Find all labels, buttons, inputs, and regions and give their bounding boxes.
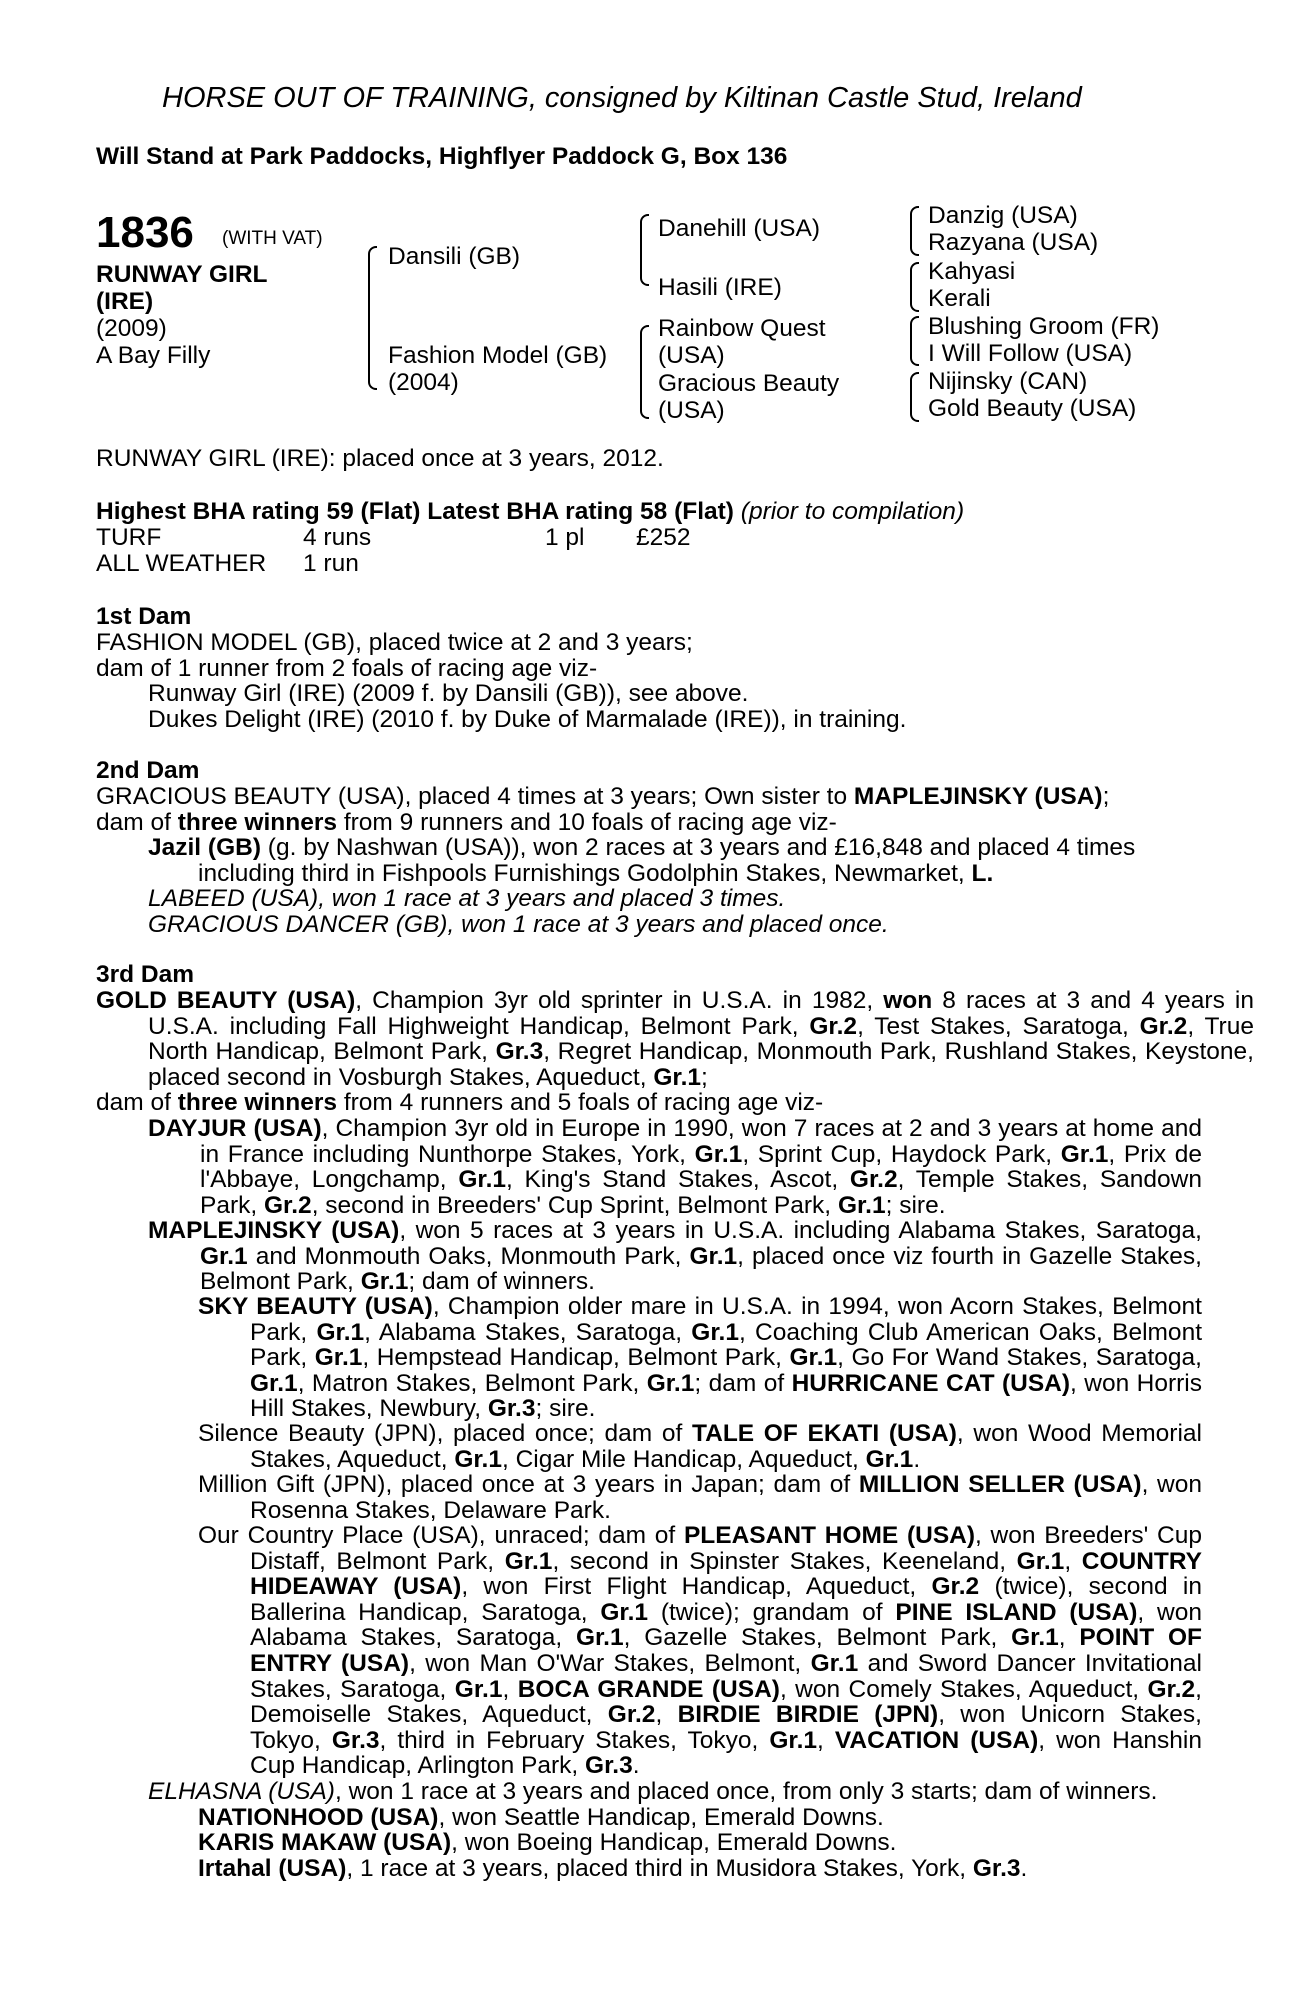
tale-of-ekati-name: TALE OF EKATI (USA) bbox=[691, 1420, 957, 1447]
first-dam-foal-1: Runway Girl (IRE) (2009 f. by Dansili (GB)), see above. bbox=[148, 680, 749, 707]
turf-prize-money: £252 bbox=[636, 524, 691, 551]
karis-makaw-text: , won Boeing Handicap, Emerald Downs. bbox=[451, 1829, 897, 1856]
horse-year: (2009) bbox=[96, 315, 167, 342]
sky-beauty-text-2: , Alabama Stakes, Saratoga, bbox=[364, 1318, 692, 1346]
grade-marker: Gr.1 bbox=[316, 1318, 365, 1346]
grade-marker: Gr.1 bbox=[810, 1649, 859, 1677]
million-gift-text-1: Million Gift (JPN), placed once at 3 years in Japan; dam of bbox=[198, 1471, 859, 1498]
pedigree-dam-sire: Rainbow Quest bbox=[658, 315, 826, 342]
elhasna-text: , won 1 race at 3 years and placed once, from only 3 starts; dam of winners. bbox=[334, 1778, 1158, 1805]
million-seller-name: MILLION SELLER (USA) bbox=[858, 1471, 1142, 1498]
grade-marker: Gr.1 bbox=[360, 1268, 409, 1296]
grade-marker: Gr.2 bbox=[264, 1191, 312, 1219]
second-dam-winners: three winners bbox=[177, 809, 338, 836]
second-dam-text: GRACIOUS BEAUTY (USA), placed 4 times at 3 years; Own sister to bbox=[96, 783, 854, 810]
race-summary: RUNWAY GIRL (IRE): placed once at 3 years, 2012. bbox=[96, 445, 664, 472]
sky-beauty-text-7: ; dam of bbox=[694, 1369, 792, 1397]
ocp-text-7: (twice); grandam of bbox=[648, 1598, 896, 1626]
grade-marker: Gr.2 bbox=[849, 1166, 898, 1194]
grade-marker: Gr.3 bbox=[495, 1038, 544, 1066]
ocp-text-14: , won Comely Stakes, Aqueduct, bbox=[779, 1675, 1148, 1703]
pedigree-gen3-6: I Will Follow (USA) bbox=[928, 340, 1133, 367]
ocp-text-9: , Gazelle Stakes, Belmont Park, bbox=[623, 1624, 1012, 1652]
pedigree-dam-year: (2004) bbox=[388, 369, 459, 396]
gold-beauty-text-3: , Test Stakes, Saratoga, bbox=[857, 1012, 1140, 1040]
pedigree-dam-sire-country: (USA) bbox=[658, 342, 725, 369]
horse-name: RUNWAY GIRL bbox=[96, 261, 268, 288]
maplejinsky-text-4: ; dam of winners. bbox=[408, 1268, 595, 1296]
maplejinsky-text-2: and Monmouth Oaks, Monmouth Park, bbox=[247, 1242, 690, 1270]
grade-marker: Gr.1 bbox=[200, 1242, 248, 1270]
birdie-birdie-name: BIRDIE BIRDIE (JPN) bbox=[677, 1701, 939, 1729]
ocp-text-3: , second in Spinster Stakes, Keeneland, bbox=[552, 1547, 1017, 1575]
ocp-text-4: , bbox=[1064, 1547, 1082, 1575]
grade-marker: Gr.1 bbox=[865, 1445, 914, 1473]
point-of-entry-name: POINT OF ENTRY (USA) bbox=[250, 1624, 1202, 1677]
sky-beauty-text-9: ; sire. bbox=[535, 1395, 596, 1423]
produce-silence-beauty bbox=[198, 1421, 1202, 1472]
ocp-text-1: Our Country Place (USA), unraced; dam of bbox=[198, 1522, 684, 1549]
grade-marker: Gr.1 bbox=[600, 1598, 649, 1626]
dayjur-text-6: , second in Breeders' Cup Sprint, Belmont Park, bbox=[311, 1191, 838, 1219]
pedigree-gen3-4: Kerali bbox=[928, 285, 991, 312]
third-dam-foals: from 4 runners and 5 foals of racing age viz- bbox=[337, 1089, 824, 1116]
grade-marker: Gr.2 bbox=[1147, 1675, 1196, 1703]
all-weather-label: ALL WEATHER bbox=[96, 550, 267, 577]
pedigree-brace-g2 bbox=[910, 262, 919, 312]
ocp-text-18: , third in February Stakes, Tokyo, bbox=[379, 1726, 770, 1754]
irtahal-name: Irtahal (USA) bbox=[198, 1855, 347, 1882]
grade-marker: Gr.1 bbox=[575, 1624, 624, 1652]
ocp-text-19: , bbox=[817, 1726, 835, 1754]
gold-beauty-text-5: , Regret Handicap, Monmouth Park, Rushland Stakes, Keystone, placed second in Vosburgh Stakes, Aqueduct, bbox=[148, 1038, 1254, 1091]
pedigree-sire-dam: Hasili (IRE) bbox=[658, 274, 782, 301]
pedigree-brace-g1 bbox=[910, 206, 919, 256]
produce-text-jazil: (g. by Nashwan (USA)), won 2 races at 3 years and £16,848 and placed 4 times bbox=[261, 834, 1136, 861]
gold-beauty-text-6: ; bbox=[701, 1063, 708, 1091]
grade-marker: Gr.1 bbox=[837, 1191, 886, 1219]
dayjur-name: DAYJUR (USA) bbox=[148, 1115, 322, 1142]
pedigree-brace-sire bbox=[640, 214, 649, 286]
turf-placed: 1 pl bbox=[545, 524, 585, 551]
grade-marker: Gr.3 bbox=[972, 1855, 1021, 1882]
ocp-text-20: , won Hanshin Cup Handicap, Arlington Park, bbox=[250, 1726, 1202, 1780]
second-dam-heading: 2nd Dam bbox=[96, 757, 200, 784]
country-hideaway-name: COUNTRY HIDEAWAY (USA) bbox=[250, 1547, 1202, 1601]
grade-marker: Gr.1 bbox=[691, 1318, 739, 1346]
nationhood-text: , won Seattle Handicap, Emerald Downs. bbox=[438, 1804, 884, 1831]
second-dam-dam-of: dam of bbox=[96, 809, 178, 836]
produce-text-labeed: , won 1 race at 3 years and placed 3 times. bbox=[318, 885, 786, 912]
silence-beauty-text-3: , Cigar Mile Handicap, Aqueduct, bbox=[502, 1445, 866, 1473]
ocp-text-21: . bbox=[632, 1752, 640, 1780]
sky-beauty-text-4: , Hempstead Handicap, Belmont Park, bbox=[362, 1344, 790, 1372]
rating-values: Highest BHA rating 59 (Flat) Latest BHA rating 58 (Flat) bbox=[96, 498, 734, 525]
listed-marker: L. bbox=[971, 860, 994, 887]
grade-marker: Gr.3 bbox=[487, 1395, 536, 1423]
page-title: HORSE OUT OF TRAINING, consigned by Kiltinan Castle Stud, Ireland bbox=[162, 82, 1082, 114]
pedigree-dam: Fashion Model (GB) bbox=[388, 342, 608, 369]
pedigree-dam-dam-country: (USA) bbox=[658, 397, 725, 424]
maplejinsky-text-3: , placed once viz fourth in Gazelle Stakes, Belmont Park, bbox=[200, 1242, 1202, 1296]
ocp-text-2: , won Breeders' Cup Distaff, Belmont Park, bbox=[250, 1522, 1202, 1575]
dayjur-text-1: , Champion 3yr old in Europe in 1990, won 7 races at 2 and 3 years at home and in France including Nunthorpe Stakes, York, bbox=[200, 1115, 1203, 1168]
silence-beauty-text-1: Silence Beauty (JPN), placed once; dam of bbox=[198, 1420, 692, 1447]
grade-marker: Gr.1 bbox=[1016, 1547, 1065, 1575]
maplejinsky-name: MAPLEJINSKY (USA) bbox=[148, 1217, 400, 1244]
produce-sky-beauty bbox=[198, 1294, 1202, 1422]
vat-note: (WITH VAT) bbox=[222, 228, 323, 249]
gold-beauty-won: won bbox=[883, 987, 933, 1014]
ocp-text-17: , won Unicorn Stakes, Tokyo, bbox=[250, 1701, 1202, 1754]
irtahal-text-2: . bbox=[1020, 1855, 1028, 1882]
first-dam-line-2: dam of 1 runner from 2 foals of racing age viz- bbox=[96, 655, 598, 682]
pedigree-brace-g3 bbox=[910, 316, 919, 366]
pedigree-sire-sire: Danehill (USA) bbox=[658, 215, 821, 242]
produce-elhasna bbox=[148, 1779, 1158, 1805]
ocp-text-8: , won Alabama Stakes, Saratoga, bbox=[250, 1598, 1202, 1652]
gold-beauty-name: GOLD BEAUTY (USA) bbox=[96, 987, 356, 1014]
ocp-text-11: , won Man O'War Stakes, Belmont, bbox=[409, 1649, 811, 1677]
sky-beauty-text-3: , Coaching Club American Oaks, Belmont Park, bbox=[250, 1318, 1202, 1372]
dayjur-text-4: , King's Stand Stakes, Ascot, bbox=[506, 1166, 850, 1194]
sky-beauty-text-8: , won Horris Hill Stakes, Newbury, bbox=[250, 1369, 1202, 1423]
produce-name-labeed: LABEED (USA) bbox=[148, 885, 319, 912]
turf-runs: 4 runs bbox=[303, 524, 372, 551]
irtahal-text-1: , 1 race at 3 years, placed third in Musidora Stakes, York, bbox=[346, 1855, 973, 1882]
turf-label: TURF bbox=[96, 524, 162, 551]
third-dam-dam-of-text: dam of bbox=[96, 1089, 178, 1116]
second-dam-produce-1-cont bbox=[198, 861, 993, 887]
second-dam-foals: from 9 runners and 10 foals of racing age viz- bbox=[337, 809, 837, 836]
grade-marker: Gr.2 bbox=[607, 1701, 656, 1729]
ocp-text-15: , Demoiselle Stakes, Aqueduct, bbox=[250, 1675, 1202, 1729]
third-dam-heading: 3rd Dam bbox=[96, 961, 195, 988]
nationhood-name: NATIONHOOD (USA) bbox=[198, 1804, 439, 1831]
vacation-name: VACATION (USA) bbox=[834, 1726, 1039, 1754]
silence-beauty-text-2: , won Wood Memorial Stakes, Aqueduct, bbox=[250, 1420, 1202, 1473]
grade-marker: Gr.1 bbox=[646, 1369, 695, 1397]
dayjur-text-7: ; sire. bbox=[885, 1191, 946, 1219]
ocp-text-6: (twice), second in Ballerina Handicap, Saratoga, bbox=[250, 1573, 1203, 1626]
all-weather-runs: 1 run bbox=[303, 550, 359, 577]
karis-makaw-name: KARIS MAKAW (USA) bbox=[198, 1829, 452, 1856]
grade-marker: Gr.3 bbox=[585, 1752, 633, 1780]
third-dam-gold-beauty bbox=[96, 988, 1254, 1090]
grade-marker: Gr.1 bbox=[250, 1369, 298, 1397]
horse-description: A Bay Filly bbox=[96, 342, 211, 369]
gold-beauty-text-2: 8 races at 3 and 4 years in U.S.A. including Fall Highweight Handicap, Belmont Park, bbox=[148, 987, 1254, 1040]
grade-marker: Gr.2 bbox=[809, 1012, 858, 1040]
gold-beauty-text-4: , True North Handicap, Belmont Park, bbox=[148, 1012, 1254, 1066]
produce-name-jazil: Jazil (GB) bbox=[148, 834, 261, 861]
produce-nationhood bbox=[198, 1805, 884, 1831]
pleasant-home-name: PLEASANT HOME (USA) bbox=[683, 1522, 976, 1549]
ocp-text-12: and Sword Dancer Invitational Stakes, Saratoga, bbox=[250, 1649, 1202, 1703]
produce-text-gracious-dancer: , won 1 race at 3 years and placed once. bbox=[447, 911, 889, 938]
pedigree-gen3-2: Razyana (USA) bbox=[928, 229, 1099, 256]
grade-marker: Gr.1 bbox=[504, 1547, 553, 1575]
horse-name-country: (IRE) bbox=[96, 288, 154, 315]
grade-marker: Gr.1 bbox=[653, 1063, 702, 1091]
grade-marker: Gr.1 bbox=[458, 1166, 507, 1194]
rating-line bbox=[96, 499, 964, 525]
first-dam-heading: 1st Dam bbox=[96, 603, 192, 630]
third-dam-dam-of bbox=[96, 1090, 823, 1116]
pedigree-gen3-7: Nijinsky (CAN) bbox=[928, 368, 1088, 395]
second-dam-line-2 bbox=[96, 810, 837, 836]
grade-marker: Gr.2 bbox=[931, 1573, 980, 1601]
grade-marker: Gr.1 bbox=[454, 1675, 503, 1703]
grade-marker: Gr.1 bbox=[1060, 1140, 1109, 1168]
pedigree-gen3-1: Danzig (USA) bbox=[928, 202, 1078, 229]
million-gift-text-2: , won Rosenna Stakes, Delaware Park. bbox=[250, 1471, 1203, 1524]
produce-million-gift bbox=[198, 1472, 1202, 1523]
produce-our-country-place bbox=[198, 1523, 1202, 1779]
pedigree-brace-g4 bbox=[910, 372, 919, 422]
second-dam-produce-3 bbox=[148, 912, 889, 938]
second-dam-sister: MAPLEJINSKY (USA) bbox=[853, 783, 1103, 810]
maplejinsky-text-1: , won 5 races at 3 years in U.S.A. including Alabama Stakes, Saratoga, bbox=[399, 1217, 1202, 1244]
produce-text-jazil-cont: including third in Fishpools Furnishings Godolphin Stakes, Newmarket, bbox=[198, 860, 972, 887]
rating-note: (prior to compilation) bbox=[740, 498, 965, 525]
hurricane-cat-name: HURRICANE CAT (USA) bbox=[791, 1369, 1071, 1397]
produce-irtahal bbox=[198, 1856, 1027, 1882]
pedigree-sire: Dansili (GB) bbox=[388, 243, 521, 270]
sky-beauty-text-6: , Matron Stakes, Belmont Park, bbox=[297, 1369, 647, 1397]
lot-number-value: 1836 bbox=[96, 208, 194, 257]
pedigree-gen3-8: Gold Beauty (USA) bbox=[928, 395, 1137, 422]
lot-number bbox=[96, 210, 194, 256]
pine-island-name: PINE ISLAND (USA) bbox=[895, 1598, 1138, 1626]
sky-beauty-text-1: , Champion older mare in U.S.A. in 1994, won Acorn Stakes, Belmont Park, bbox=[250, 1293, 1202, 1346]
produce-karis-makaw bbox=[198, 1830, 896, 1856]
silence-beauty-text-4: . bbox=[913, 1445, 921, 1473]
ocp-text-16: , bbox=[655, 1701, 678, 1729]
grade-marker: Gr.2 bbox=[1139, 1012, 1188, 1040]
second-dam-punct: ; bbox=[1102, 783, 1110, 810]
ocp-text-5: , won First Flight Handicap, Aqueduct, bbox=[461, 1573, 932, 1601]
second-dam-line-1 bbox=[96, 784, 1109, 810]
first-dam-foal-2: Dukes Delight (IRE) (2010 f. by Duke of Marmalade (IRE)), in training. bbox=[148, 706, 907, 733]
produce-maplejinsky bbox=[148, 1218, 1202, 1295]
pedigree-brace-main bbox=[368, 246, 377, 390]
produce-dayjur bbox=[148, 1116, 1202, 1218]
second-dam-produce-1 bbox=[148, 835, 1135, 861]
boca-grande-name: BOCA GRANDE (USA) bbox=[517, 1675, 780, 1703]
elhasna-name: ELHASNA (USA) bbox=[148, 1778, 335, 1805]
stand-location: Will Stand at Park Paddocks, Highflyer Paddock G, Box 136 bbox=[96, 143, 788, 170]
third-dam-winners: three winners bbox=[177, 1089, 338, 1116]
gold-beauty-text-1: , Champion 3yr old sprinter in U.S.A. in 1982, bbox=[355, 987, 884, 1014]
grade-marker: Gr.1 bbox=[1011, 1624, 1059, 1652]
grade-marker: Gr.1 bbox=[314, 1344, 363, 1372]
sky-beauty-name: SKY BEAUTY (USA) bbox=[198, 1293, 433, 1320]
ocp-text-13: , bbox=[502, 1675, 518, 1703]
first-dam-line-1: FASHION MODEL (GB), placed twice at 2 and 3 years; bbox=[96, 629, 693, 656]
grade-marker: Gr.1 bbox=[694, 1140, 743, 1168]
pedigree-brace-dam bbox=[640, 325, 649, 419]
grade-marker: Gr.1 bbox=[769, 1726, 818, 1754]
grade-marker: Gr.1 bbox=[454, 1445, 502, 1473]
sky-beauty-text-5: , Go For Wand Stakes, Saratoga, bbox=[837, 1344, 1202, 1372]
second-dam-produce-2 bbox=[148, 886, 785, 912]
dayjur-text-3: , Prix de l'Abbaye, Longchamp, bbox=[200, 1140, 1202, 1194]
pedigree-gen3-5: Blushing Groom (FR) bbox=[928, 313, 1160, 340]
produce-name-gracious-dancer: GRACIOUS DANCER (GB) bbox=[148, 911, 448, 938]
pedigree-gen3-3: Kahyasi bbox=[928, 258, 1016, 285]
grade-marker: Gr.1 bbox=[789, 1344, 838, 1372]
ocp-text-10: , bbox=[1058, 1624, 1080, 1652]
pedigree-dam-dam: Gracious Beauty bbox=[658, 370, 840, 397]
dayjur-text-2: , Sprint Cup, Haydock Park, bbox=[742, 1140, 1061, 1168]
dayjur-text-5: , Temple Stakes, Sandown Park, bbox=[200, 1166, 1202, 1219]
grade-marker: Gr.3 bbox=[331, 1726, 380, 1754]
grade-marker: Gr.1 bbox=[689, 1242, 738, 1270]
